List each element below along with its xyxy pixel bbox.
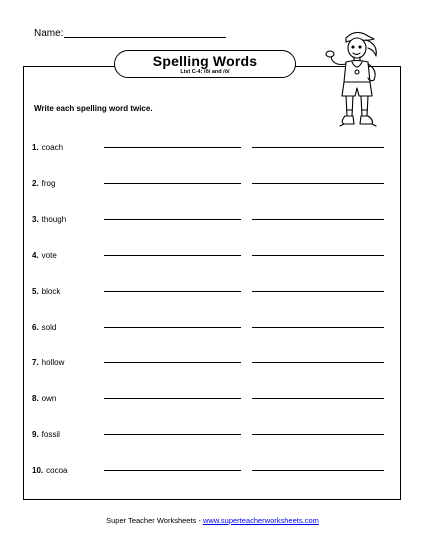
write-line-first[interactable] (104, 183, 241, 184)
spelling-word: hollow (41, 358, 65, 368)
write-line-second[interactable] (252, 291, 384, 292)
write-line-second[interactable] (252, 362, 384, 363)
write-line-second[interactable] (252, 327, 384, 328)
word-row (32, 317, 56, 331)
word-row (32, 460, 67, 474)
coach-girl-illustration-icon (318, 26, 396, 134)
word-number: 1. (32, 143, 39, 152)
write-line-first[interactable] (104, 362, 241, 363)
footer-credit: Super Teacher Worksheets - (106, 516, 203, 525)
word-number: 4. (32, 250, 39, 260)
word-number: 7. (32, 358, 39, 368)
write-line-first[interactable] (104, 291, 241, 292)
word-row (32, 424, 60, 438)
write-line-second[interactable] (252, 434, 384, 435)
write-line-second[interactable] (252, 255, 384, 256)
spelling-word: sold (41, 322, 57, 332)
spelling-word: frog (41, 178, 56, 188)
list-subtitle: List C-4: /ŏ/ and /ō/ (180, 69, 230, 75)
write-line-second[interactable] (252, 183, 384, 184)
word-number: 10. (32, 466, 44, 476)
footer (0, 516, 425, 525)
write-line-first[interactable] (104, 470, 241, 471)
word-row (32, 173, 55, 187)
write-line-second[interactable] (252, 398, 384, 399)
footer-link[interactable]: www.superteacherworksheets.com (202, 516, 319, 525)
write-line-first[interactable] (104, 398, 241, 399)
word-row (32, 281, 60, 295)
spelling-word: fossil (41, 430, 60, 440)
spelling-word: cocoa (46, 466, 68, 476)
write-line-second[interactable] (252, 219, 384, 220)
spelling-word: vote (41, 250, 57, 260)
spelling-word: coach (41, 143, 64, 152)
word-row (32, 388, 56, 402)
write-line-first[interactable] (104, 434, 241, 435)
title-banner (114, 50, 296, 78)
word-number: 9. (32, 430, 39, 440)
write-line-first[interactable] (104, 255, 241, 256)
word-number: 5. (32, 286, 39, 296)
word-number: 2. (32, 178, 39, 188)
write-line-first[interactable] (104, 147, 241, 148)
word-row (32, 352, 64, 366)
word-number: 3. (32, 214, 39, 224)
spelling-word: block (41, 286, 61, 296)
write-line-first[interactable] (104, 219, 241, 220)
word-number: 6. (32, 322, 39, 332)
instruction-text: Write each spelling word twice. (34, 104, 153, 113)
write-line-second[interactable] (252, 470, 384, 471)
write-line-first[interactable] (104, 327, 241, 328)
word-row (32, 245, 57, 259)
spelling-word: own (41, 394, 57, 404)
name-label: Name: (34, 28, 64, 39)
write-line-second[interactable] (252, 147, 384, 148)
word-number: 8. (32, 394, 39, 404)
name-line[interactable] (64, 37, 226, 38)
spelling-word: though (41, 214, 67, 224)
word-row (32, 209, 66, 223)
word-row (32, 137, 63, 151)
page-title: Spelling Words (152, 53, 258, 69)
